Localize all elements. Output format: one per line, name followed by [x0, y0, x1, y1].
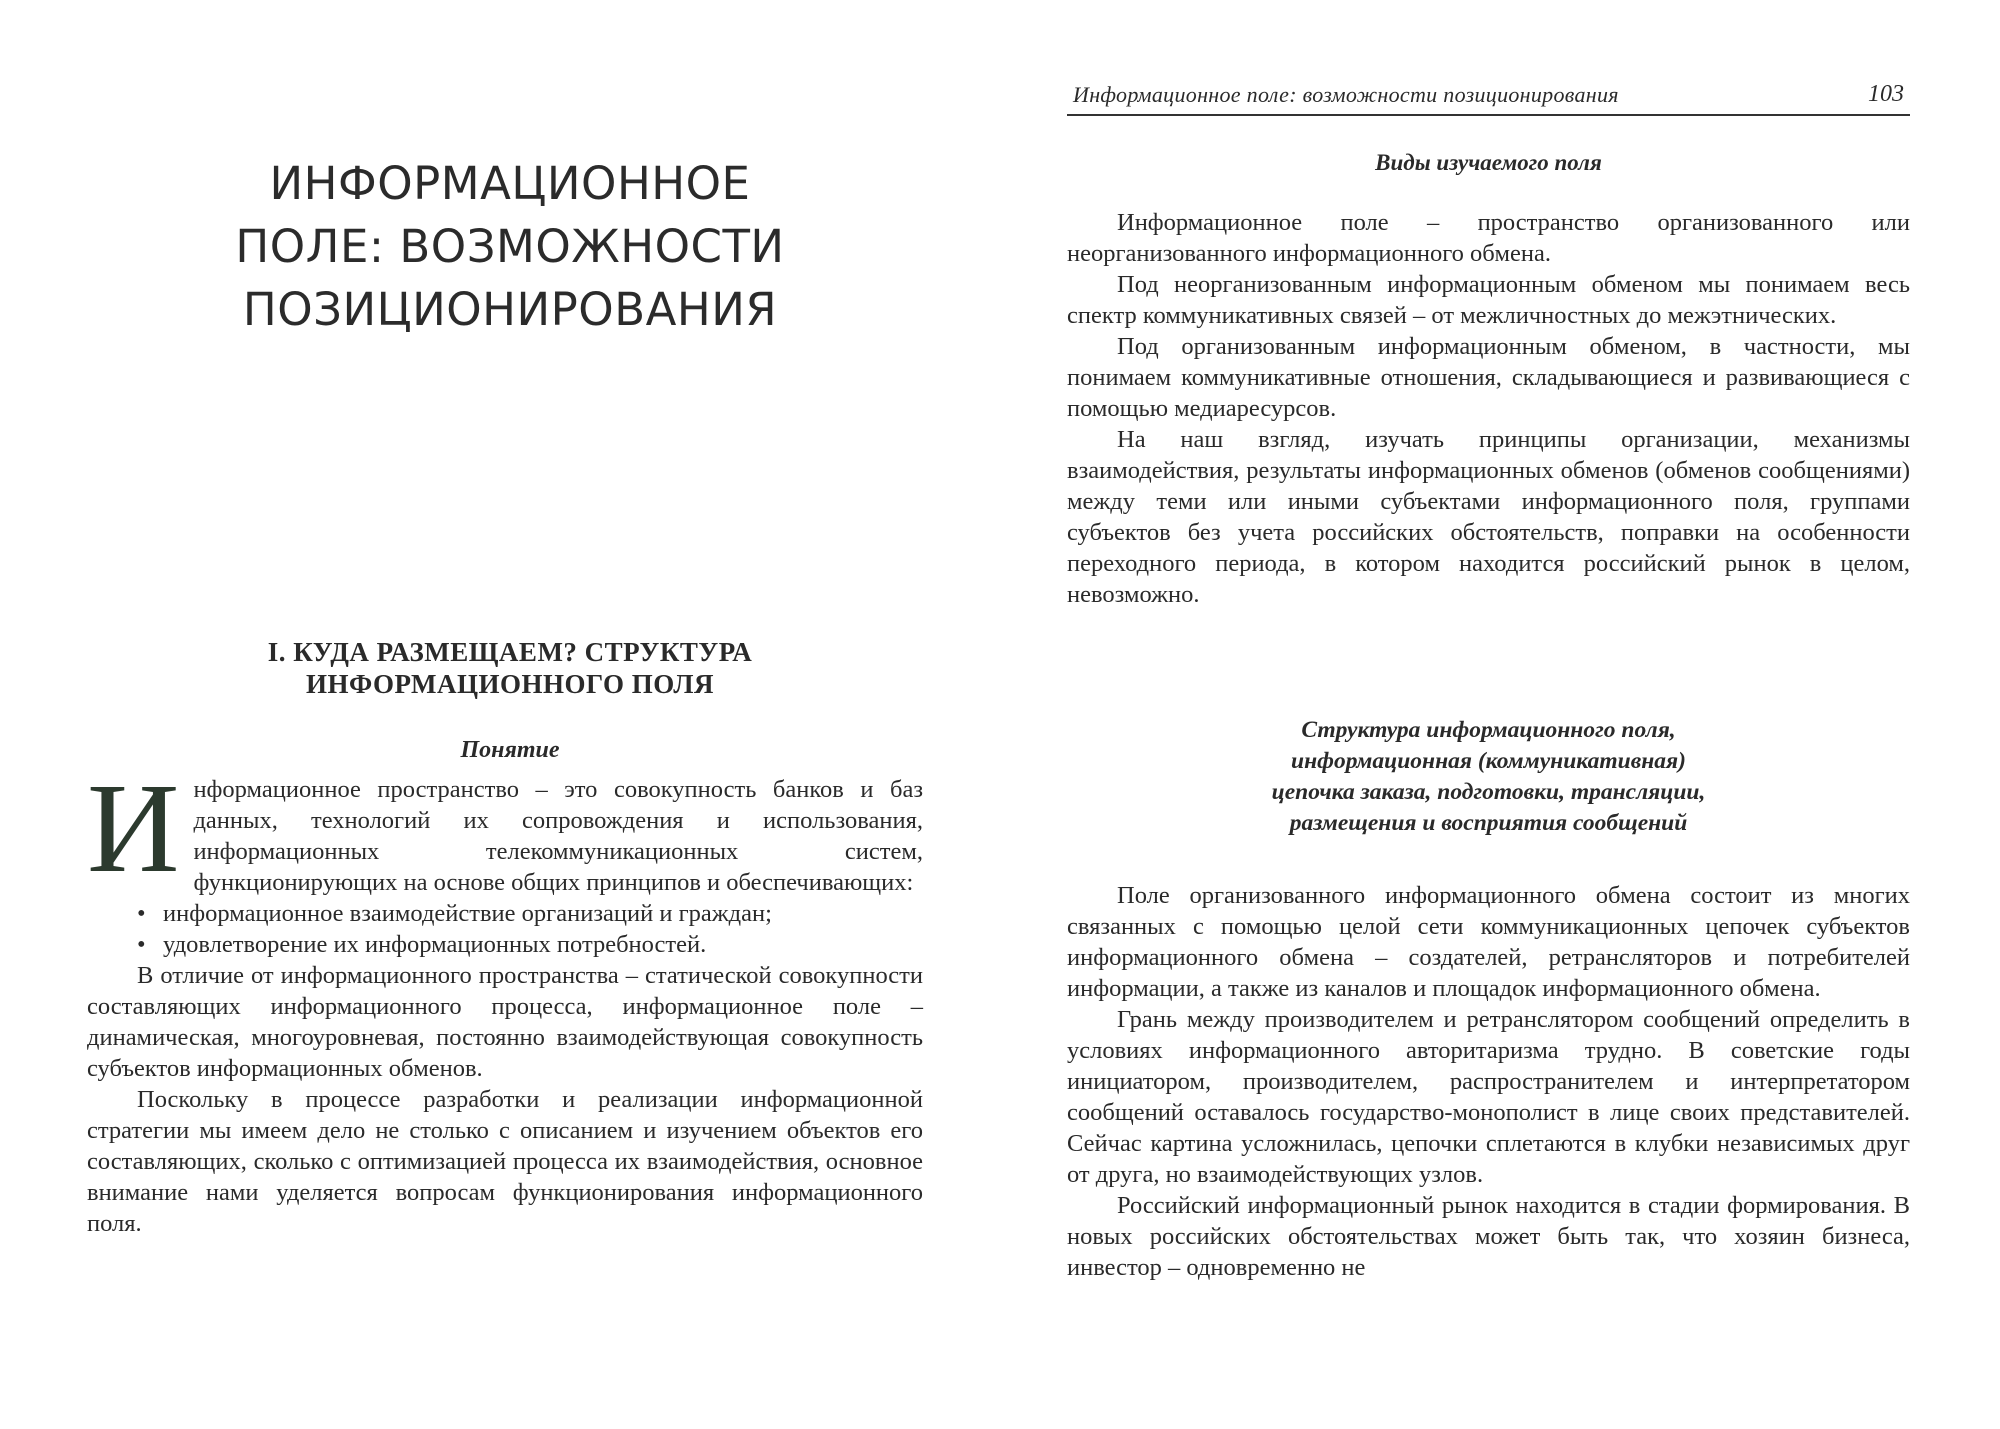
- running-title: Информационное поле: возможности позиционирования: [1073, 82, 1619, 107]
- paragraph: Поле организованного информационного обмена состоит из многих связанных с помощью целой сети коммуникационных цепочек субъектов информационного обмена – создателей, ретрансляторов и потребителей информации, а также из каналов и площадок информационного обмена.: [1067, 882, 1910, 1002]
- section-title-line-1: I. КУДА РАЗМЕЩАЕМ? СТРУКТУРА: [267, 637, 753, 667]
- paragraph: Под неорганизованным информационным обменом мы понимаем весь спектр коммуникативных связей – от межличностных до межэтнических.: [1067, 271, 1910, 329]
- section-title-line-2: ИНФОРМАЦИОННОГО ПОЛЯ: [305, 669, 715, 699]
- paragraph: На наш взгляд, изучать принципы организации, механизмы взаимодействия, результаты информационных обменов (обменов сообщениями) между теми или иными субъектами информационного поля, группами субъектов без учета российских обстоятельств, поправки на особенности переходного периода, в котором находится российский рынок в целом, невозможно.: [1067, 426, 1910, 608]
- paragraph-difference: В отличие от информационного пространства – статической совокупности составляющих информационного процесса, информационное поле – динамическая, многоуровневая, постоянно взаимодействующая совокупность субъектов информационных обменов.: [87, 962, 923, 1082]
- left-body-text: [87, 757, 923, 1239]
- bullet-icon: •: [137, 931, 146, 958]
- page-number: 103: [1868, 81, 1904, 107]
- paragraph: Российский информационный рынок находится в стадии формирования. В новых российских обстоятельствах может быть так, что хозяин бизнеса, инвестор – одновременно не: [1067, 1192, 1910, 1281]
- list-item: [137, 898, 923, 929]
- running-header: [1067, 74, 1910, 116]
- paragraph: Информационное поле – пространство организованного или неорганизованного информационного обмена.: [1067, 209, 1910, 267]
- paragraph: Грань между производителем и ретранслятором сообщений определить в условиях информационного авторитаризма трудно. В советские годы инициатором, производителем, распространителем и интерпретатором сообщений оставалось государство-монополист в лице своих представителей. Сейчас картина усложнилась, цепочки сплетаются в клубки независимых друг от друга, но взаимодействующих узлов.: [1067, 1006, 1910, 1188]
- structure-heading-line-4: размещения и восприятия сообщений: [1289, 810, 1688, 836]
- structure-heading-line-1: Структура информационного поля,: [1301, 717, 1676, 743]
- paragraph: Под организованным информационным обменом, в частности, мы понимаем коммуникативные отношения, складывающиеся и развивающиеся с помощью медиаресурсов.: [1067, 333, 1910, 422]
- structure-heading-line-3: цепочка заказа, подготовки, трансляции,: [1271, 779, 1706, 805]
- subsection-heading-field-types: Виды изучаемого поля: [1375, 150, 1602, 175]
- structure-heading-line-2: информационная (коммуникативная): [1291, 748, 1686, 774]
- list-item-text: удовлетворение их информационных потребностей.: [163, 931, 707, 958]
- chapter-title: [180, 152, 840, 341]
- bullet-icon: •: [137, 900, 146, 927]
- subsection-heading-concept: Понятие: [460, 737, 560, 763]
- list-item: [137, 929, 923, 960]
- drop-cap: И: [87, 757, 180, 899]
- chapter-title-line-3: ПОЗИЦИОНИРОВАНИЯ: [242, 283, 778, 336]
- chapter-title-line-1: ИНФОРМАЦИОННОЕ: [269, 157, 751, 210]
- right-body-text-top: [1067, 207, 1910, 610]
- chapter-title-line-2: ПОЛЕ: ВОЗМОЖНОСТИ: [235, 220, 785, 273]
- subsection-heading-structure: [1067, 715, 1910, 839]
- section-title: [180, 636, 840, 700]
- list-item-text: информационное взаимодействие организаций и граждан;: [163, 900, 772, 927]
- right-body-text-bottom: [1067, 880, 1910, 1283]
- bullet-list: [87, 898, 923, 960]
- paragraph-definition: нформационное пространство – это совокупность банков и баз данных, технологий их сопровождения и использования, информационных телекоммуникационных систем, функционирующих на основе общих принципов и обеспечивающих:: [193, 776, 923, 896]
- right-page: [1000, 0, 2000, 1429]
- paragraph-focus: Поскольку в процессе разработки и реализации информационной стратегии мы имеем дело не столько с описанием и изучением объектов его составляющих, сколько с оптимизацией процесса их взаимодействия, основное внимание нами уделяется вопросам функционирования информационного поля.: [87, 1086, 923, 1237]
